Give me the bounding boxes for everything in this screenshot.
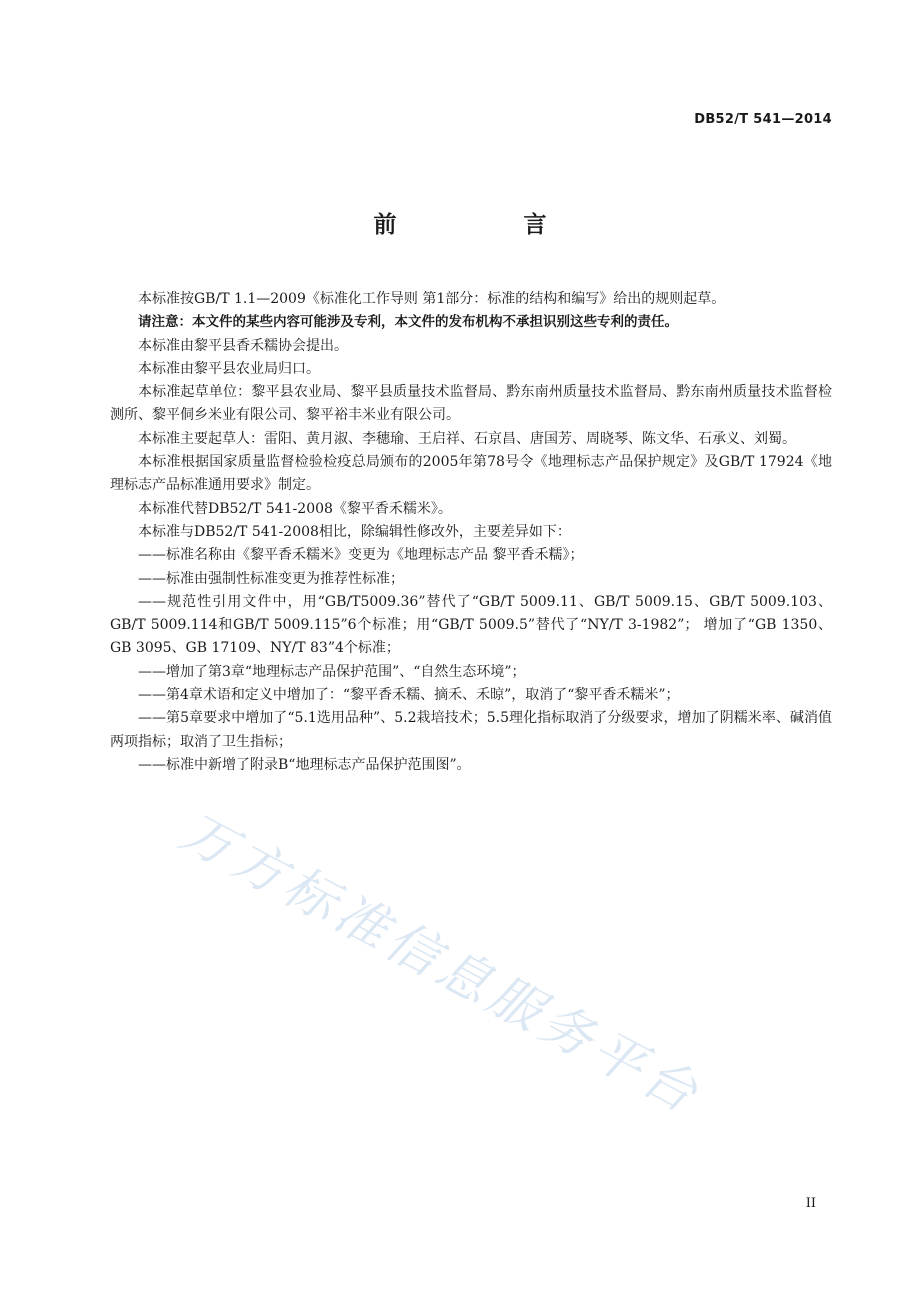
list-item: ——规范性引用文件中，用“GB/T5009.36”替代了“GB/T 5009.11、GB/T 5009.15、GB/T 5009.103、GB/T 5009.114和GB/T 5009.115”6个标准；用“GB/T 5009.5”替代了“NY/T 3-1982”； 增加了“GB 1350、GB 3095、GB 17109、NY/T 83”4个标准； xyxy=(110,593,832,657)
paragraph-drafters: 本标准主要起草人：雷阳、黄月淑、李穗瑜、王启祥、石京昌、唐国芳、周晓琴、陈文华、石承义、刘蜀。 xyxy=(138,430,796,447)
paragraph-proposer: 本标准由黎平县香禾糯协会提出。 xyxy=(138,337,348,354)
list-item: ——标准由强制性标准变更为推荐性标准； xyxy=(138,570,404,587)
paragraph-basis: 本标准根据国家质量监督检验检疫总局颁布的2005年第78号令《地理标志产品保护规定》及GB/T 17924《地理标志产品标准通用要求》制定。 xyxy=(110,454,832,494)
list-item: ——标准中新增了附录B“地理标志产品保护范围图”。 xyxy=(138,756,471,773)
document-code: DB52/T 541—2014 xyxy=(694,112,832,127)
document-body xyxy=(110,288,832,777)
paragraph-drafting-rules: 本标准按GB/T 1.1—2009《标准化工作导则 第1部分：标准的结构和编写》给出的规则起草。 xyxy=(138,291,726,307)
watermark: 万方标准信息服务平台 xyxy=(170,801,712,1127)
list-item: ——第4章术语和定义中增加了：“黎平香禾糯、摘禾、禾晾”，取消了“黎平香禾糯米”； xyxy=(138,687,680,704)
paragraph-patent-notice: 请注意：本文件的某些内容可能涉及专利，本文件的发布机构不承担识别这些专利的责任。 xyxy=(138,314,678,331)
paragraph-differences-intro: 本标准与DB52/T 541-2008相比，除编辑性修改外，主要差异如下： xyxy=(138,523,571,540)
list-item: ——第5章要求中增加了“5.1选用品种”、5.2栽培技术；5.5理化指标取消了分级要求，增加了阴糯米率、碱消值两项指标；取消了卫生指标； xyxy=(110,710,832,750)
page-number: II xyxy=(805,1196,816,1211)
paragraph-replaces: 本标准代替DB52/T 541-2008《黎平香禾糯米》。 xyxy=(138,500,452,517)
list-item: ——增加了第3章“地理标志产品保护范围”、“自然生态环境”； xyxy=(138,663,526,680)
paragraph-drafting-units: 本标准起草单位：黎平县农业局、黎平县质量技术监督局、黔东南州质量技术监督局、黔东南州质量技术监督检测所、黎平侗乡米业有限公司、黎平裕丰米业有限公司。 xyxy=(110,384,832,424)
paragraph-centralized-unit: 本标准由黎平县农业局归口。 xyxy=(138,360,320,377)
list-item: ——标准名称由《黎平香禾糯米》变更为《地理标志产品 黎平香禾糯》； xyxy=(138,547,584,564)
page-title: 前 言 xyxy=(373,212,599,238)
